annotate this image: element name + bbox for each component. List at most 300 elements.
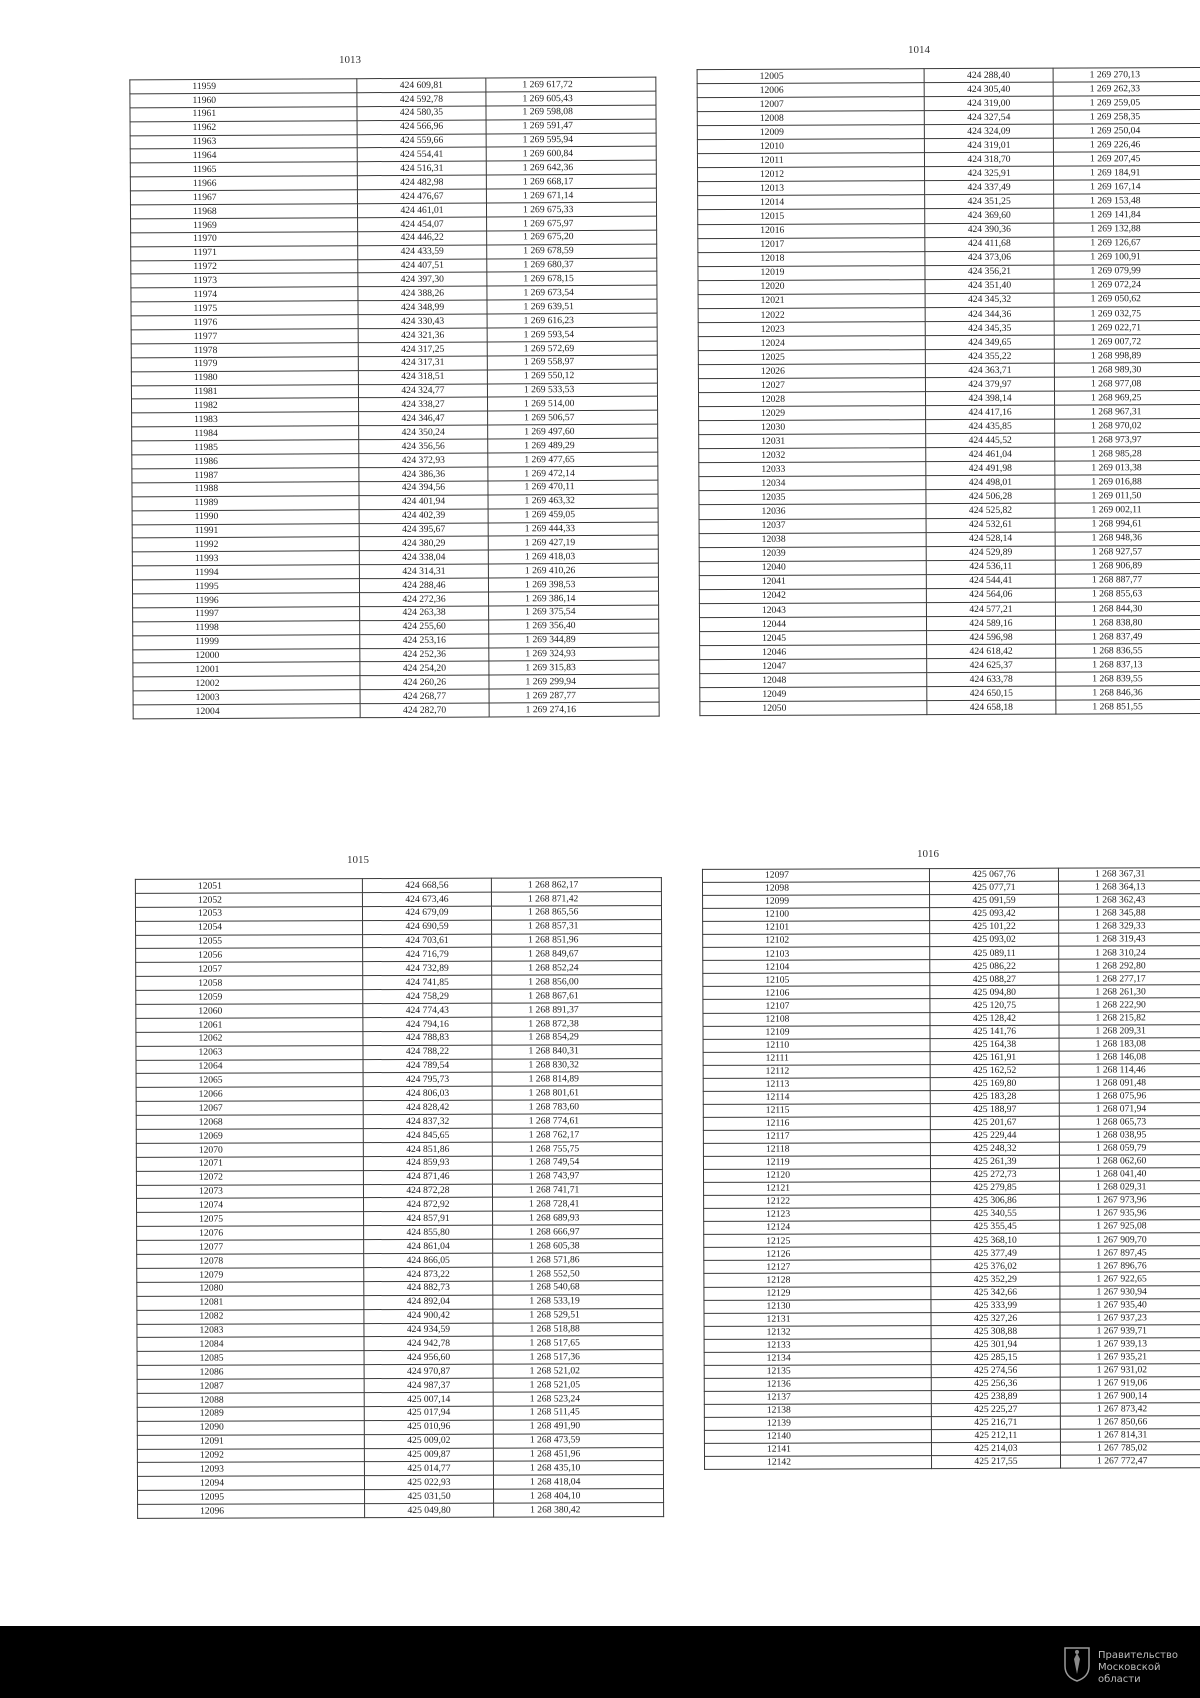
point-number: 11989 [132,495,359,510]
x-coordinate: 424 806,03 [363,1087,492,1101]
point-number: 11992 [132,537,359,552]
point-number: 12031 [699,434,926,449]
point-number: 12012 [698,167,925,182]
point-number: 11995 [132,579,359,594]
x-coordinate: 424 506,28 [926,489,1055,504]
x-coordinate: 424 461,01 [357,203,486,218]
x-coordinate: 425 162,52 [930,1064,1059,1077]
y-coordinate: 1 268 529,51 [493,1308,663,1322]
point-number: 12071 [136,1156,363,1171]
x-coordinate: 424 253,16 [360,634,489,649]
table-row [133,702,659,719]
point-number: 11972 [131,259,358,274]
point-number: 12048 [700,673,927,688]
y-coordinate: 1 269 022,71 [1054,320,1200,335]
x-coordinate: 424 851,86 [363,1142,492,1156]
x-coordinate: 424 871,46 [363,1170,492,1184]
y-coordinate: 1 269 072,24 [1054,278,1200,293]
x-coordinate: 424 625,37 [927,658,1056,673]
x-coordinate: 425 216,71 [931,1416,1060,1429]
x-coordinate: 425 128,42 [930,1012,1059,1025]
x-coordinate: 424 263,38 [360,606,489,621]
x-coordinate: 424 260,26 [360,675,489,690]
y-coordinate: 1 268 836,55 [1056,643,1200,658]
y-coordinate: 1 267 919,06 [1060,1376,1200,1390]
point-number: 11971 [131,245,358,260]
x-coordinate: 425 014,77 [364,1462,493,1476]
y-coordinate: 1 268 473,59 [493,1433,663,1447]
point-number: 11985 [132,440,359,455]
x-coordinate: 424 532,61 [926,518,1055,533]
point-number: 11967 [130,190,357,205]
x-coordinate: 424 319,00 [924,96,1053,111]
y-coordinate: 1 268 222,90 [1059,998,1200,1012]
x-coordinate: 424 356,56 [359,439,488,454]
y-coordinate: 1 269 050,62 [1054,292,1200,307]
y-coordinate: 1 268 906,89 [1055,559,1200,574]
point-number: 12010 [697,139,924,154]
y-coordinate: 1 269 506,57 [488,410,658,425]
x-coordinate: 424 305,40 [924,82,1053,97]
point-number: 12049 [700,687,927,702]
x-coordinate: 424 411,68 [925,237,1054,252]
x-coordinate: 424 872,92 [364,1198,493,1212]
y-coordinate: 1 269 013,38 [1055,461,1200,476]
point-number: 12008 [697,111,924,126]
y-coordinate: 1 269 167,14 [1054,180,1200,195]
point-number: 12034 [699,476,926,491]
y-coordinate: 1 267 814,31 [1060,1429,1200,1443]
y-coordinate: 1 268 511,45 [493,1405,663,1419]
point-number: 12043 [699,602,926,617]
y-coordinate: 1 268 451,96 [493,1447,663,1461]
point-number: 11969 [131,218,358,233]
x-coordinate: 424 407,51 [358,259,487,274]
x-coordinate: 424 528,14 [926,532,1055,547]
x-coordinate: 425 183,28 [930,1090,1059,1103]
y-coordinate: 1 269 639,51 [487,299,657,314]
point-number: 12009 [697,125,924,140]
x-coordinate: 425 031,50 [365,1489,494,1503]
x-coordinate: 425 091,59 [930,894,1059,907]
x-coordinate: 425 094,80 [930,986,1059,999]
point-number: 11980 [131,370,358,385]
x-coordinate: 425 049,80 [365,1503,494,1517]
y-coordinate: 1 269 675,20 [487,230,657,245]
point-number: 12081 [137,1295,364,1310]
point-number: 12136 [704,1377,931,1391]
x-coordinate: 425 161,91 [930,1051,1059,1064]
y-coordinate: 1 269 591,47 [486,119,656,134]
point-number: 11970 [131,231,358,246]
y-coordinate: 1 269 016,88 [1055,475,1200,490]
y-coordinate: 1 268 844,30 [1055,601,1200,616]
x-coordinate: 425 009,02 [364,1434,493,1448]
x-coordinate: 424 732,89 [363,962,492,976]
x-coordinate: 425 164,38 [930,1038,1059,1051]
y-coordinate: 1 268 994,61 [1055,517,1200,532]
point-number: 12060 [136,1004,363,1019]
government-name-line1: Правительство [1098,1650,1178,1661]
point-number: 12083 [137,1323,364,1338]
y-coordinate: 1 268 329,33 [1059,920,1200,934]
y-coordinate: 1 269 100,91 [1054,250,1200,265]
x-coordinate: 425 217,55 [932,1455,1061,1468]
y-coordinate: 1 268 927,57 [1055,545,1200,560]
y-coordinate: 1 268 872,38 [492,1016,662,1030]
x-coordinate: 425 355,45 [931,1220,1060,1233]
x-coordinate: 425 089,11 [930,946,1059,959]
point-number: 12127 [704,1260,931,1274]
x-coordinate: 425 376,02 [931,1260,1060,1273]
point-number: 12011 [697,153,924,168]
x-coordinate: 425 225,27 [931,1403,1060,1416]
y-coordinate: 1 268 521,05 [493,1378,663,1392]
point-number: 12004 [133,704,360,719]
y-coordinate: 1 269 550,12 [487,369,657,384]
point-number: 11981 [131,384,358,399]
x-coordinate: 424 318,51 [358,370,487,385]
x-coordinate: 424 435,85 [926,419,1055,434]
point-number: 12078 [137,1254,364,1269]
coordinate-table-1016 [702,867,1200,1470]
y-coordinate: 1 268 380,42 [494,1503,664,1517]
point-number: 12059 [136,990,363,1005]
y-coordinate: 1 269 299,94 [489,674,659,689]
point-number: 12082 [137,1309,364,1324]
point-number: 12093 [137,1462,364,1477]
x-coordinate: 425 340,55 [931,1207,1060,1220]
x-coordinate: 425 214,03 [931,1442,1060,1455]
x-coordinate: 424 577,21 [926,602,1055,617]
x-coordinate: 424 866,05 [364,1253,493,1267]
y-coordinate: 1 268 851,55 [1056,699,1200,714]
x-coordinate: 424 401,94 [359,495,488,510]
y-coordinate: 1 267 896,76 [1060,1259,1200,1273]
page-number-1013: 1013 [339,54,361,66]
point-number: 11963 [130,134,357,149]
point-number: 12039 [699,546,926,561]
y-coordinate: 1 268 571,86 [493,1253,663,1267]
x-coordinate: 424 861,04 [364,1239,493,1253]
x-coordinate: 424 618,42 [927,644,1056,659]
x-coordinate: 425 169,80 [930,1077,1059,1090]
y-coordinate: 1 267 922,65 [1060,1272,1200,1286]
coordinate-table-1015 [135,877,664,1519]
point-number: 12042 [699,588,926,603]
point-number: 12068 [136,1115,363,1130]
y-coordinate: 1 268 856,00 [492,975,662,989]
y-coordinate: 1 269 678,59 [487,244,657,259]
point-number: 12135 [704,1364,931,1378]
point-number: 12121 [704,1182,931,1196]
y-coordinate: 1 268 840,31 [492,1044,662,1058]
y-coordinate: 1 269 642,36 [486,160,656,175]
point-number: 11998 [133,620,360,635]
point-number: 12041 [699,574,926,589]
x-coordinate: 424 516,31 [357,161,486,176]
x-coordinate: 425 101,22 [930,920,1059,933]
point-number: 12126 [704,1247,931,1261]
x-coordinate: 424 349,65 [925,335,1054,350]
x-coordinate: 424 454,07 [358,217,487,232]
y-coordinate: 1 269 226,46 [1053,138,1200,153]
point-number: 12002 [133,676,360,691]
point-number: 12095 [138,1490,365,1505]
point-number: 11960 [130,93,357,108]
y-coordinate: 1 269 007,72 [1054,334,1200,349]
y-coordinate: 1 268 292,80 [1059,959,1200,973]
point-number: 12090 [137,1420,364,1435]
x-coordinate: 425 327,26 [931,1312,1060,1325]
point-number: 11961 [130,106,357,121]
y-coordinate: 1 269 184,91 [1054,166,1200,181]
y-coordinate: 1 268 114,46 [1059,1063,1200,1077]
point-number: 12001 [133,662,360,677]
y-coordinate: 1 268 755,75 [492,1142,662,1156]
y-coordinate: 1 268 319,43 [1059,933,1200,947]
point-number: 12141 [704,1443,931,1457]
y-coordinate: 1 269 315,83 [489,661,659,676]
x-coordinate: 424 398,14 [926,391,1055,406]
x-coordinate: 425 256,36 [931,1377,1060,1390]
y-coordinate: 1 269 398,53 [488,577,658,592]
x-coordinate: 424 703,61 [363,934,492,948]
point-number: 12073 [136,1184,363,1199]
point-number: 12133 [704,1338,931,1352]
point-number: 12109 [703,1025,930,1039]
point-number: 12055 [136,934,363,949]
x-coordinate: 424 789,54 [363,1059,492,1073]
x-coordinate: 424 282,70 [360,703,489,718]
x-coordinate: 424 255,60 [360,620,489,635]
y-coordinate: 1 268 491,90 [493,1419,663,1433]
x-coordinate: 425 009,87 [364,1448,493,1462]
y-coordinate: 1 268 854,29 [492,1030,662,1044]
point-number: 12022 [698,307,925,322]
y-coordinate: 1 269 274,16 [489,702,659,717]
y-coordinate: 1 267 772,47 [1061,1455,1200,1469]
x-coordinate: 424 319,01 [924,138,1053,153]
y-coordinate: 1 268 689,93 [493,1211,663,1225]
point-number: 12120 [704,1169,931,1183]
point-number: 11965 [130,162,357,177]
y-coordinate: 1 268 852,24 [492,961,662,975]
footer-bar [0,1626,1200,1698]
x-coordinate: 424 845,65 [363,1128,492,1142]
point-number: 12014 [698,195,925,210]
y-coordinate: 1 269 262,33 [1053,81,1200,96]
point-number: 12017 [698,237,925,252]
y-coordinate: 1 269 600,84 [486,147,656,162]
y-coordinate: 1 269 250,04 [1053,124,1200,139]
point-number: 12096 [138,1504,365,1519]
x-coordinate: 425 377,49 [931,1247,1060,1260]
table-row [700,699,1200,715]
x-coordinate: 424 402,39 [359,509,488,524]
y-coordinate: 1 268 862,17 [491,878,661,892]
x-coordinate: 424 379,97 [925,377,1054,392]
x-coordinate: 424 337,49 [925,180,1054,195]
point-number: 11975 [131,301,358,316]
x-coordinate: 424 758,29 [363,989,492,1003]
point-number: 12066 [136,1087,363,1102]
x-coordinate: 424 254,20 [360,661,489,676]
point-number: 12067 [136,1101,363,1116]
x-coordinate: 424 828,42 [363,1100,492,1114]
y-coordinate: 1 268 998,89 [1054,348,1200,363]
y-coordinate: 1 269 533,53 [487,383,657,398]
x-coordinate: 424 716,79 [363,948,492,962]
x-coordinate: 424 774,43 [363,1003,492,1017]
y-coordinate: 1 268 666,97 [493,1225,663,1239]
point-number: 12021 [698,293,925,308]
y-coordinate: 1 268 837,13 [1056,657,1200,672]
y-coordinate: 1 268 029,31 [1060,1181,1200,1195]
y-coordinate: 1 267 930,94 [1060,1285,1200,1299]
point-number: 11993 [132,551,359,566]
y-coordinate: 1 268 533,19 [493,1294,663,1308]
y-coordinate: 1 268 521,02 [493,1364,663,1378]
x-coordinate: 424 658,18 [927,700,1056,715]
x-coordinate: 424 491,98 [926,461,1055,476]
x-coordinate: 424 345,35 [925,321,1054,336]
x-coordinate: 424 690,59 [363,920,492,934]
point-number: 12092 [137,1448,364,1463]
y-coordinate: 1 268 517,36 [493,1350,663,1364]
y-coordinate: 1 268 517,65 [493,1336,663,1350]
y-coordinate: 1 268 948,36 [1055,531,1200,546]
y-coordinate: 1 268 855,63 [1055,587,1200,602]
y-coordinate: 1 268 518,88 [493,1322,663,1336]
point-number: 11964 [130,148,357,163]
point-number: 12122 [704,1195,931,1209]
point-number: 11982 [132,398,359,413]
point-number: 12132 [704,1325,931,1339]
y-coordinate: 1 268 435,10 [493,1461,663,1475]
x-coordinate: 425 308,88 [931,1325,1060,1338]
x-coordinate: 424 633,78 [927,672,1056,687]
point-number: 11983 [132,412,359,427]
x-coordinate: 424 859,93 [363,1156,492,1170]
x-coordinate: 424 330,43 [358,314,487,329]
x-coordinate: 425 352,29 [931,1273,1060,1286]
y-coordinate: 1 269 668,17 [486,174,656,189]
x-coordinate: 425 342,66 [931,1286,1060,1299]
y-coordinate: 1 268 989,30 [1054,362,1200,377]
point-number: 12094 [137,1476,364,1491]
point-number: 12079 [137,1268,364,1283]
point-number: 12003 [133,690,360,705]
x-coordinate: 424 397,30 [358,272,487,287]
point-number: 12057 [136,962,363,977]
point-number: 12033 [699,462,926,477]
y-coordinate: 1 268 038,95 [1059,1129,1200,1143]
point-number: 12130 [704,1299,931,1313]
y-coordinate: 1 269 141,84 [1054,208,1200,223]
x-coordinate: 424 268,77 [360,689,489,704]
x-coordinate: 424 272,36 [360,592,489,607]
x-coordinate: 424 536,11 [926,560,1055,575]
y-coordinate: 1 267 937,23 [1060,1311,1200,1325]
y-coordinate: 1 268 075,96 [1059,1089,1200,1103]
point-number: 12114 [703,1090,930,1104]
y-coordinate: 1 269 463,32 [488,494,658,509]
y-coordinate: 1 269 126,67 [1054,236,1200,251]
point-number: 12050 [700,701,927,716]
point-number: 11999 [133,634,360,649]
x-coordinate: 424 344,36 [925,307,1054,322]
y-coordinate: 1 268 404,10 [494,1489,664,1503]
x-coordinate: 424 668,56 [362,878,491,892]
point-number: 12125 [704,1234,931,1248]
x-coordinate: 425 285,15 [931,1351,1060,1364]
y-coordinate: 1 268 091,48 [1059,1076,1200,1090]
point-number: 12101 [703,921,930,935]
point-number: 12032 [699,448,926,463]
x-coordinate: 425 279,85 [931,1181,1060,1194]
y-coordinate: 1 268 523,24 [493,1392,663,1406]
y-coordinate: 1 267 939,71 [1060,1324,1200,1338]
point-number: 11959 [130,79,357,94]
page-number-1016: 1016 [917,848,939,860]
x-coordinate: 424 882,73 [364,1281,493,1295]
y-coordinate: 1 269 259,05 [1053,95,1200,110]
x-coordinate: 424 372,93 [359,453,488,468]
y-coordinate: 1 268 967,31 [1055,404,1200,419]
y-coordinate: 1 268 838,80 [1055,615,1200,630]
y-coordinate: 1 269 011,50 [1055,489,1200,504]
point-number: 12116 [703,1117,930,1131]
point-number: 12053 [135,906,362,921]
x-coordinate: 424 317,31 [358,356,487,371]
point-number: 12124 [704,1221,931,1235]
point-number: 12030 [699,420,926,435]
x-coordinate: 424 554,41 [357,147,486,162]
x-coordinate: 424 580,35 [357,106,486,121]
point-number: 12102 [703,934,930,948]
point-number: 12020 [698,279,925,294]
y-coordinate: 1 268 418,04 [493,1475,663,1489]
y-coordinate: 1 269 386,14 [489,591,659,606]
x-coordinate: 424 589,16 [926,616,1055,631]
table-row [705,1455,1200,1470]
y-coordinate: 1 269 270,13 [1053,67,1200,82]
point-number: 12110 [703,1038,930,1052]
x-coordinate: 424 318,70 [924,152,1053,167]
y-coordinate: 1 268 977,08 [1054,376,1200,391]
point-number: 11996 [133,593,360,608]
y-coordinate: 1 269 673,54 [487,285,657,300]
y-coordinate: 1 267 925,08 [1060,1220,1200,1234]
x-coordinate: 425 017,94 [364,1406,493,1420]
y-coordinate: 1 269 344,89 [489,633,659,648]
y-coordinate: 1 268 871,42 [491,891,661,905]
point-number: 12051 [135,879,362,894]
point-number: 11978 [131,343,358,358]
y-coordinate: 1 269 079,99 [1054,264,1200,279]
y-coordinate: 1 268 839,55 [1056,671,1200,686]
point-number: 11997 [133,607,360,622]
x-coordinate: 424 855,80 [364,1225,493,1239]
y-coordinate: 1 269 356,40 [489,619,659,634]
y-coordinate: 1 268 605,38 [493,1239,663,1253]
x-coordinate: 424 873,22 [364,1267,493,1281]
y-coordinate: 1 268 857,31 [492,919,662,933]
y-coordinate: 1 269 595,94 [486,133,656,148]
y-coordinate: 1 268 985,28 [1055,447,1200,462]
point-number: 12103 [703,947,930,961]
